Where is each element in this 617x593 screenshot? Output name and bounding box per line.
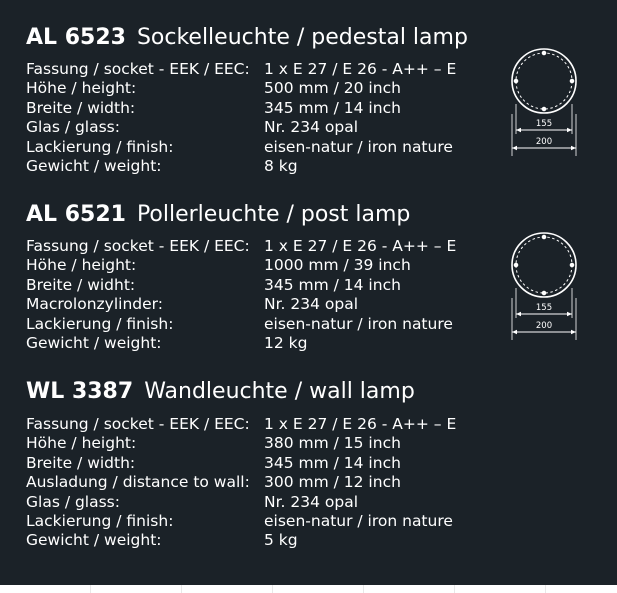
spec-row [26, 512, 486, 531]
spec-label: Höhe / height: [26, 79, 137, 98]
spec-label: Höhe / height: [26, 256, 137, 275]
spec-label: Breite / widht: [26, 275, 136, 294]
spec-value: 345 mm / 14 inch [264, 98, 401, 117]
spec-value: 1 x E 27 / E 26 - A++ – E [264, 237, 457, 255]
spec-label: Breite / width: [26, 98, 136, 117]
spec-label: Fassung / socket - EEK / EEC: [26, 237, 250, 255]
product-code: AL 6521 [26, 202, 126, 227]
spec-value: 500 mm / 20 inch [264, 79, 401, 98]
spec-label: Ausladung / distance to wall: [26, 473, 250, 492]
dimension-diagram [508, 44, 580, 154]
spec-value: Nr. 234 opal [264, 492, 359, 511]
spec-row [26, 295, 486, 314]
product-title [26, 201, 410, 229]
spec-row [26, 276, 486, 295]
product-title [26, 24, 468, 52]
spec-row [26, 60, 486, 79]
spec-value: 345 mm / 14 inch [264, 453, 401, 472]
spec-list [26, 60, 486, 176]
outer-diameter-label: 200 [535, 321, 553, 331]
spec-value: 345 mm / 14 inch [264, 275, 401, 294]
spec-value: 300 mm / 12 inch [264, 473, 401, 492]
spec-row [26, 415, 486, 434]
spec-row [26, 256, 486, 275]
spec-row [26, 531, 486, 550]
spec-row [26, 118, 486, 137]
spec-label: Macrolonzylinder: [26, 295, 163, 314]
spec-label: Fassung / socket - EEK / EEC: [26, 60, 250, 78]
spec-row [26, 454, 486, 473]
spec-label: Gewicht / weight: [26, 156, 162, 175]
spec-label: Gewicht / weight: [26, 333, 162, 352]
inner-diameter-label: 155 [535, 303, 553, 313]
inner-diameter-label: 155 [535, 119, 553, 129]
product-name: Pollerleuchte / post lamp [136, 202, 411, 227]
product-code: WL 3387 [26, 379, 134, 404]
spec-value: 1 x E 27 / E 26 - A++ – E [264, 415, 457, 433]
spec-value: eisen-natur / iron nature [264, 137, 453, 156]
spec-row [26, 473, 486, 492]
spec-label: Höhe / height: [26, 434, 137, 453]
spec-value: 5 kg [264, 531, 298, 550]
spec-value: 1000 mm / 39 inch [264, 256, 411, 275]
outer-diameter-label: 200 [535, 137, 553, 147]
spec-value: Nr. 234 opal [264, 118, 359, 137]
spec-row [26, 99, 486, 118]
spec-value: 8 kg [264, 156, 298, 175]
spec-label: Lackierung / finish: [26, 314, 174, 333]
spec-list [26, 415, 486, 551]
product-title [26, 378, 415, 406]
spec-list [26, 237, 486, 353]
spec-value: 380 mm / 15 inch [264, 434, 401, 453]
spec-value: eisen-natur / iron nature [264, 511, 453, 530]
spec-row [26, 79, 486, 98]
spec-label: Glas / glass: [26, 118, 120, 137]
page-edge-strip [0, 585, 617, 593]
product-name: Wandleuchte / wall lamp [144, 379, 415, 404]
spec-row [26, 157, 486, 176]
spec-value: eisen-natur / iron nature [264, 314, 453, 333]
spec-value: 1 x E 27 / E 26 - A++ – E [264, 60, 457, 78]
product-code: AL 6523 [26, 25, 126, 50]
spec-label: Lackierung / finish: [26, 137, 174, 156]
dimension-diagram [508, 228, 580, 338]
spec-label: Gewicht / weight: [26, 531, 162, 550]
spec-row [26, 493, 486, 512]
spec-row [26, 334, 486, 353]
spec-label: Breite / width: [26, 453, 136, 472]
product-name: Sockelleuchte / pedestal lamp [136, 25, 468, 50]
spec-label: Glas / glass: [26, 492, 120, 511]
spec-row [26, 138, 486, 157]
spec-value: 12 kg [264, 333, 308, 352]
spec-label: Fassung / socket - EEK / EEC: [26, 415, 250, 433]
spec-label: Lackierung / finish: [26, 511, 174, 530]
spec-row [26, 237, 486, 256]
spec-row [26, 315, 486, 334]
spec-row [26, 434, 486, 453]
spec-value: Nr. 234 opal [264, 295, 359, 314]
